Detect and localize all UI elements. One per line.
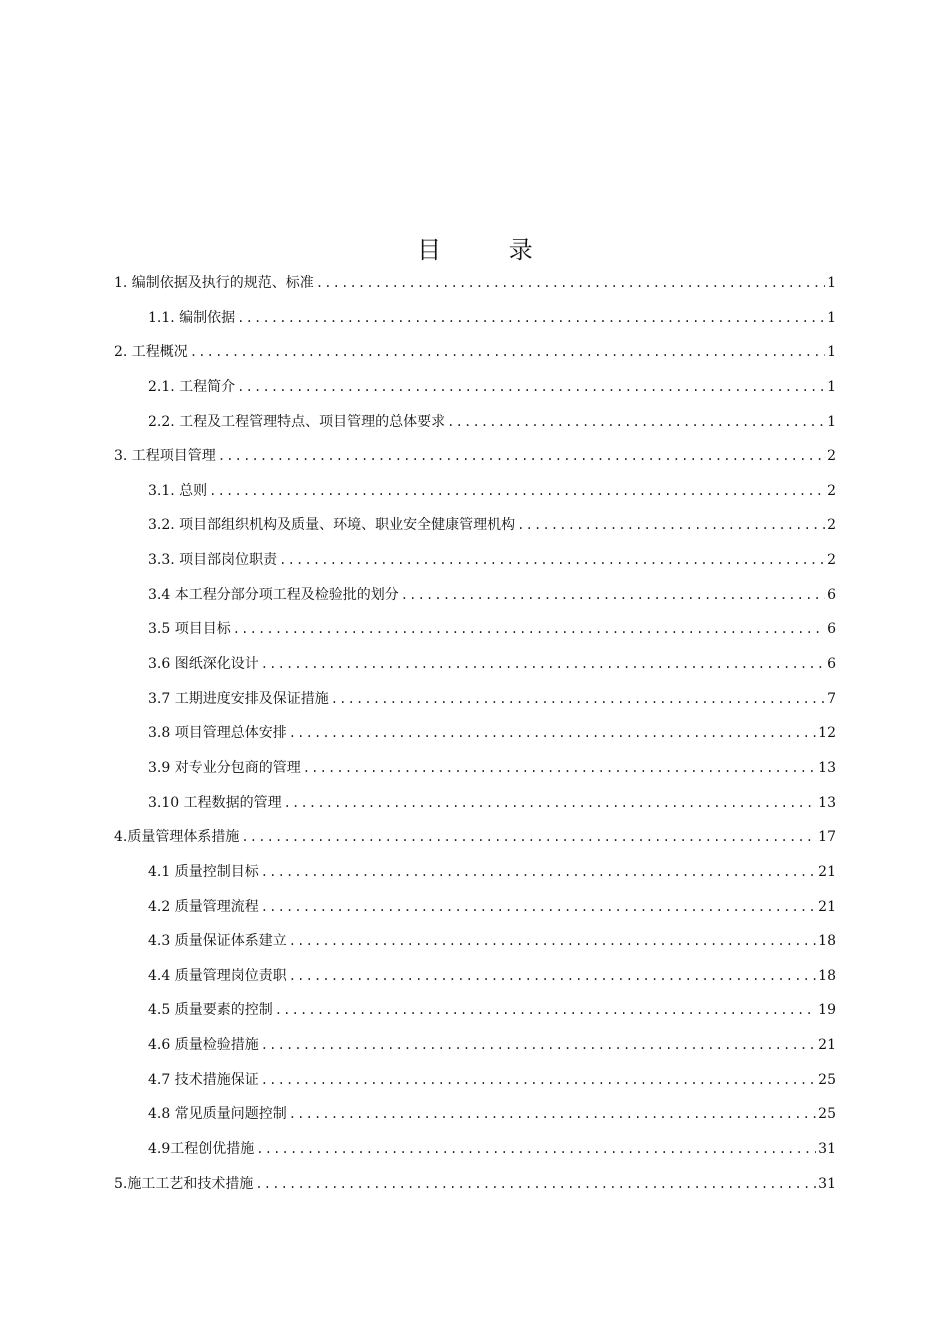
toc-entry[interactable]	[114, 1103, 836, 1138]
toc-entry-label: 3.6 图纸深化设计	[148, 656, 259, 673]
toc-entry-page-number: 1	[827, 309, 836, 326]
toc-entry-label: 4.3 质量保证体系建立	[148, 933, 287, 950]
toc-dot-leader	[289, 934, 816, 948]
toc-entry-page-number: 1	[827, 378, 836, 395]
toc-dot-leader	[261, 657, 825, 671]
toc-dot-leader	[289, 726, 816, 740]
toc-entry-page-number: 1	[827, 275, 836, 291]
toc-dot-leader	[241, 830, 816, 844]
toc-entry-page-number: 2	[827, 552, 836, 569]
toc-entry-label: 3.3. 项目部岗位职责	[148, 552, 278, 569]
toc-entry[interactable]	[114, 896, 836, 931]
toc-dot-leader	[255, 1177, 816, 1191]
toc-entry-label: 2. 工程概况	[114, 344, 188, 361]
toc-entry[interactable]	[114, 1173, 836, 1208]
toc-entry-label: 4.6 质量检验措施	[148, 1037, 259, 1054]
toc-entry-label: 3.10 工程数据的管理	[148, 794, 282, 811]
toc-entry-label: 4.1 质量控制目标	[148, 863, 259, 880]
toc-entry-label: 1.1. 编制依据	[148, 309, 236, 326]
toc-dot-leader	[261, 900, 816, 914]
toc-entry-label: 3.9 对专业分包商的管理	[148, 759, 301, 776]
toc-entry[interactable]	[114, 1069, 836, 1104]
toc-entry-page-number: 18	[818, 933, 836, 950]
toc-dot-leader	[237, 380, 825, 394]
toc-entry-label: 4.4 质量管理岗位责职	[148, 967, 287, 984]
toc-entry-label: 4.质量管理体系措施	[114, 829, 240, 846]
toc-entry-label: 5.施工工艺和技术措施	[114, 1175, 254, 1192]
toc-entry-label: 2.1. 工程简介	[148, 378, 236, 395]
toc-entry[interactable]	[114, 341, 836, 376]
toc-entry-label: 4.7 技术措施保证	[148, 1071, 259, 1088]
toc-entry-label: 3.2. 项目部组织机构及质量、环境、职业安全健康管理机构	[148, 517, 516, 534]
toc-entry[interactable]	[114, 376, 836, 411]
toc-entry-label: 2.2. 工程及工程管理特点、项目管理的总体要求	[148, 413, 446, 430]
toc-entry[interactable]	[114, 307, 836, 342]
toc-dot-leader	[447, 415, 825, 429]
toc-dot-leader	[517, 518, 825, 532]
toc-entry[interactable]	[114, 411, 836, 446]
toc-dot-leader	[284, 796, 817, 810]
toc-entry-page-number: 1	[827, 344, 836, 361]
toc-entry-label: 3.4 本工程分部分项工程及检验批的划分	[148, 586, 399, 603]
toc-entry[interactable]	[114, 272, 836, 307]
toc-entry[interactable]	[114, 757, 836, 792]
toc-dot-leader	[289, 969, 816, 983]
toc-entry-label: 3. 工程项目管理	[114, 448, 216, 465]
toc-entry[interactable]	[114, 999, 836, 1034]
toc-entry-label: 4.5 质量要素的控制	[148, 1002, 273, 1019]
toc-entry-label: 1. 编制依据及执行的规范、标准	[114, 275, 314, 291]
toc-entry-page-number: 21	[818, 898, 836, 915]
toc-entry-page-number: 6	[827, 656, 836, 673]
toc-dot-leader	[275, 1003, 816, 1017]
toc-entry-page-number: 7	[827, 690, 836, 707]
toc-entry[interactable]	[114, 722, 836, 757]
toc-dot-leader	[316, 276, 825, 290]
toc-entry[interactable]	[114, 965, 836, 1000]
toc-dot-leader	[190, 345, 825, 359]
toc-dot-leader	[256, 1142, 816, 1156]
toc-dot-leader	[209, 484, 825, 498]
toc-entry-label: 3.1. 总则	[148, 482, 208, 499]
toc-entry[interactable]	[114, 618, 836, 653]
toc-list	[114, 272, 836, 1207]
toc-dot-leader	[261, 1038, 816, 1052]
toc-entry[interactable]	[114, 826, 836, 861]
toc-entry-page-number: 21	[818, 863, 836, 880]
toc-entry-page-number: 18	[818, 967, 836, 984]
toc-entry[interactable]	[114, 480, 836, 515]
toc-entry-page-number: 2	[827, 517, 836, 534]
toc-entry[interactable]	[114, 549, 836, 584]
toc-dot-leader	[218, 449, 825, 463]
toc-entry-page-number: 25	[818, 1106, 836, 1123]
toc-entry-page-number: 25	[818, 1071, 836, 1088]
toc-entry-label: 4.8 常见质量问题控制	[148, 1106, 287, 1123]
toc-dot-leader	[289, 1107, 816, 1121]
toc-entry-page-number: 19	[818, 1002, 836, 1019]
toc-entry[interactable]	[114, 1138, 836, 1173]
toc-dot-leader	[233, 622, 825, 636]
toc-entry-label: 4.9工程创优措施	[148, 1141, 255, 1158]
toc-entry[interactable]	[114, 688, 836, 723]
toc-entry-page-number: 17	[818, 829, 836, 846]
toc-entry[interactable]	[114, 861, 836, 896]
toc-entry-page-number: 2	[827, 482, 836, 499]
toc-entry-label: 4.2 质量管理流程	[148, 898, 259, 915]
toc-entry-page-number: 2	[827, 448, 836, 465]
toc-dot-leader	[237, 311, 825, 325]
toc-entry[interactable]	[114, 445, 836, 480]
toc-dot-leader	[261, 1073, 816, 1087]
toc-entry-page-number: 6	[827, 621, 836, 638]
toc-dot-leader	[331, 692, 825, 706]
toc-dot-leader	[279, 553, 825, 567]
toc-entry-page-number: 31	[818, 1141, 836, 1158]
toc-entry-label: 3.7 工期进度安排及保证措施	[148, 690, 329, 707]
toc-entry-label: 3.5 项目目标	[148, 621, 231, 638]
toc-entry-page-number: 13	[818, 759, 836, 776]
toc-entry[interactable]	[114, 584, 836, 619]
toc-entry-page-number: 6	[827, 586, 836, 603]
toc-dot-leader	[261, 865, 816, 879]
toc-entry[interactable]	[114, 792, 836, 827]
toc-entry-page-number: 13	[818, 794, 836, 811]
toc-title: 目 录	[417, 236, 563, 264]
toc-entry[interactable]	[114, 653, 836, 688]
toc-entry-page-number: 31	[818, 1175, 836, 1192]
toc-entry[interactable]	[114, 930, 836, 965]
toc-dot-leader	[401, 588, 825, 602]
toc-entry[interactable]	[114, 514, 836, 549]
toc-entry-page-number: 12	[818, 725, 836, 742]
toc-entry[interactable]	[114, 1034, 836, 1069]
toc-dot-leader	[303, 761, 816, 775]
toc-entry-label: 3.8 项目管理总体安排	[148, 725, 287, 742]
toc-entry-page-number: 1	[827, 413, 836, 430]
toc-entry-page-number: 21	[818, 1037, 836, 1054]
